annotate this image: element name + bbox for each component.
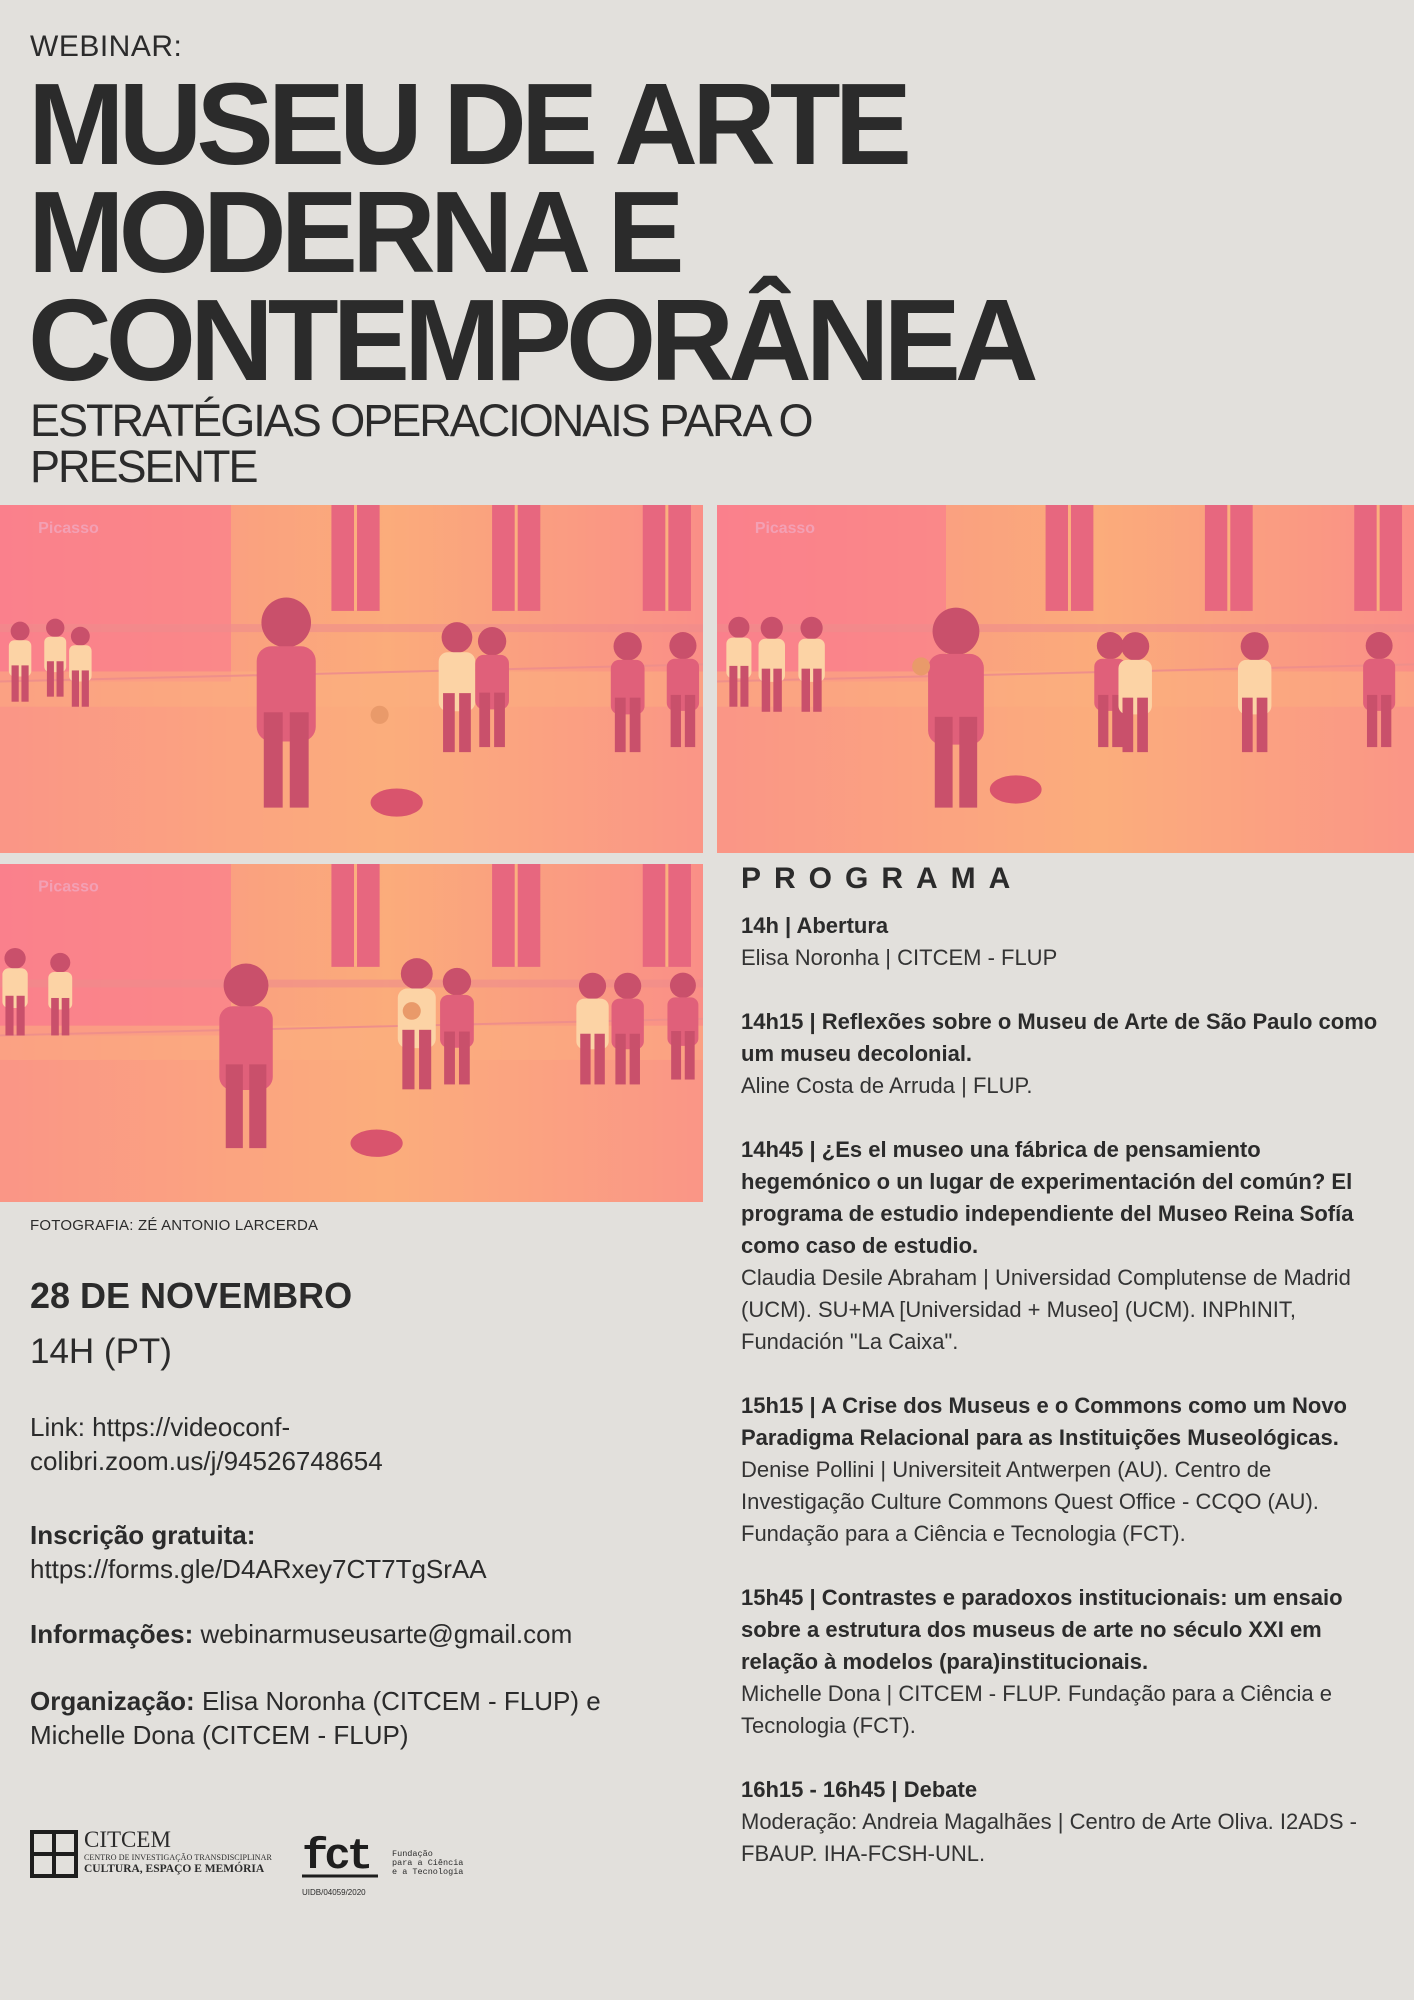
session-title: 16h15 - 16h45 | Debate: [741, 1777, 978, 1802]
museum-photo-2: [717, 505, 1414, 853]
program-session: [741, 1582, 1381, 1742]
museum-photo-3: [0, 864, 703, 1202]
session-speakers: Denise Pollini | Universiteit Antwerpen (AU). Centro de Investigação Culture Commons Quest Office - CCQO (AU). Fundação para a Ciência e Tecnologia (FCT).: [741, 1457, 1319, 1546]
event-time: 14H (PT): [30, 1332, 172, 1371]
svg-text:Picasso: Picasso: [754, 519, 815, 538]
fct-project-code: UIDB/04059/2020: [302, 1888, 366, 1897]
subtitle-line: ESTRATÉGIAS OPERACIONAIS PARA O: [30, 395, 812, 446]
session-title: 15h15 | A Crise dos Museus e o Commons como um Novo Paradigma Relacional para as Instituições Museológicas.: [741, 1393, 1347, 1450]
fct-description: [392, 1850, 463, 1877]
session-speakers: Aline Costa de Arruda | FLUP.: [741, 1073, 1033, 1098]
contact-block: [30, 1617, 650, 1651]
zoom-link-continued[interactable]: colibri.zoom.us/j/94526748654: [30, 1446, 383, 1476]
fct-logo: [302, 1830, 472, 1900]
session-speakers: Elisa Noronha | CITCEM - FLUP: [741, 945, 1058, 970]
svg-text:Picasso: Picasso: [38, 878, 99, 896]
program-session: [741, 1390, 1381, 1550]
session-title: 14h15 | Reflexões sobre o Museu de Arte de São Paulo como um museu decolonial.: [741, 1009, 1378, 1066]
event-date: 28 DE NOVEMBRO: [30, 1275, 353, 1316]
session-speakers: Michelle Dona | CITCEM - FLUP. Fundação para a Ciência e Tecnologia (FCT).: [741, 1681, 1333, 1738]
zoom-link[interactable]: https://videoconf-: [92, 1412, 291, 1442]
fct-description-line: Fundação: [392, 1849, 433, 1859]
organization-block: [30, 1684, 650, 1752]
svg-text:Picasso: Picasso: [38, 519, 99, 538]
program-heading: PROGRAMA: [741, 862, 1024, 895]
photo-credit: FOTOGRAFIA: ZÉ ANTONIO LARCERDA: [30, 1217, 319, 1234]
page-title: [28, 59, 1033, 405]
link-label: Link:: [30, 1412, 85, 1442]
info-label: Informações:: [30, 1619, 194, 1649]
program-list: [741, 910, 1381, 1902]
page-subtitle: [30, 395, 812, 492]
citcem-tagline: CULTURA, ESPAÇO E MEMÓRIA: [84, 1863, 265, 1875]
session-title: 15h45 | Contrastes e paradoxos institucionais: um ensaio sobre a estrutura dos museus de arte no século XXI em relação à modelos (para)institucionais.: [741, 1585, 1343, 1674]
citcem-subtitle: CENTRO DE INVESTIGAÇÃO TRANSDISCIPLINAR: [84, 1853, 272, 1862]
museum-photo-1: [0, 505, 703, 853]
subtitle-line: PRESENTE: [30, 441, 257, 492]
org-text: Elisa Noronha (CITCEM - FLUP) e Michelle Dona (CITCEM - FLUP): [30, 1686, 601, 1750]
fct-mark-text: fct: [302, 1832, 370, 1880]
zoom-link-block: [30, 1410, 650, 1478]
program-session: [741, 1774, 1381, 1870]
program-session: [741, 910, 1381, 974]
org-label: Organização:: [30, 1686, 195, 1716]
registration-link[interactable]: https://forms.gle/D4ARxey7CT7TgSrAA: [30, 1554, 487, 1584]
citcem-grid-icon: [30, 1830, 78, 1878]
session-title: 14h45 | ¿Es el museo una fábrica de pensamiento hegemónico o un lugar de experimentación del común? El programa de estudio independiente del Museo Reina Sofía como caso de estudio.: [741, 1137, 1354, 1258]
registration-block: [30, 1518, 650, 1586]
program-session: [741, 1006, 1381, 1102]
session-speakers: Moderação: Andreia Magalhães | Centro de Arte Oliva. I2ADS - FBAUP. IHA-FCSH-UNL.: [741, 1809, 1357, 1866]
title-line: CONTEMPORÂNEA: [28, 275, 1033, 405]
webinar-kicker: WEBINAR:: [30, 30, 183, 63]
fct-mark-icon: [302, 1830, 382, 1880]
program-session: [741, 1134, 1381, 1358]
title-line: MUSEU DE ARTE: [28, 59, 906, 189]
fct-description-line: e a Tecnologia: [392, 1867, 464, 1877]
session-speakers: Claudia Desile Abraham | Universidad Complutense de Madrid (UCM). SU+MA [Universidad + Museo] (UCM). INPhINIT, Fundación "La Caixa".: [741, 1265, 1351, 1354]
registration-label: Inscrição gratuita:: [30, 1520, 256, 1550]
session-title: 14h | Abertura: [741, 913, 889, 938]
fct-description-line: para a Ciência: [392, 1858, 464, 1868]
title-line: MODERNA E: [28, 167, 679, 297]
contact-email[interactable]: webinarmuseusarte@gmail.com: [200, 1619, 573, 1649]
citcem-name: CITCEM: [84, 1827, 171, 1852]
